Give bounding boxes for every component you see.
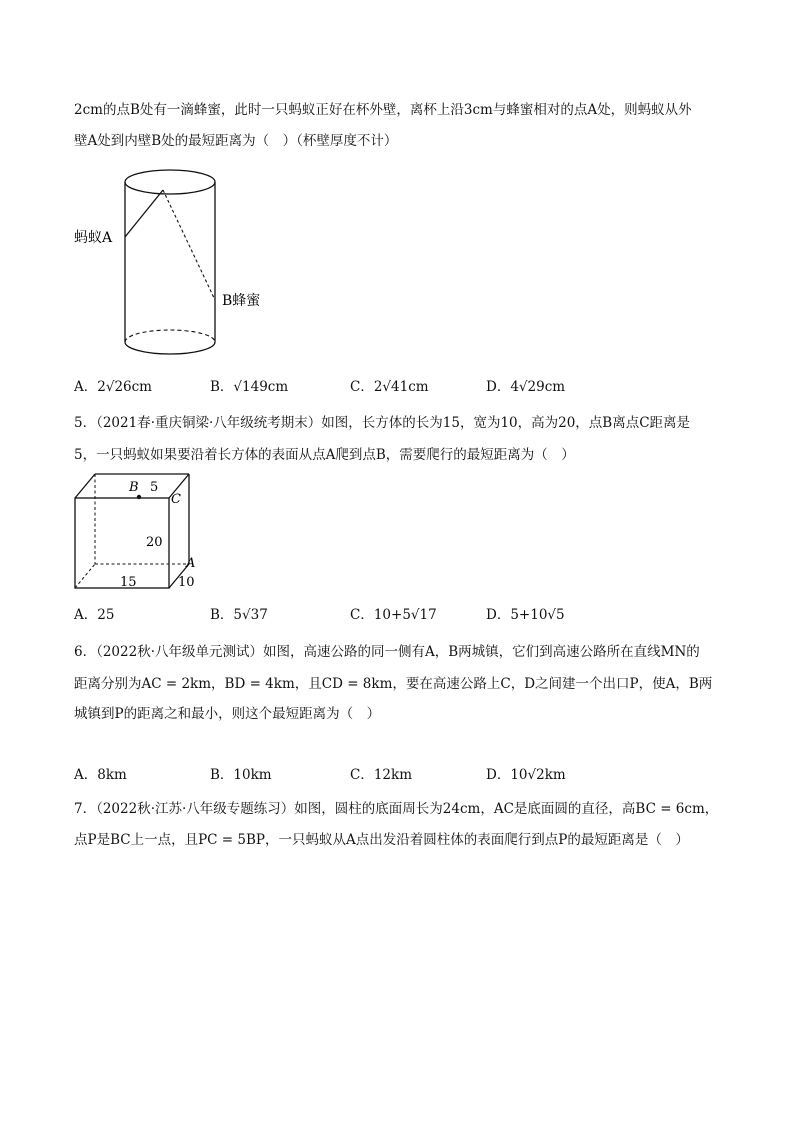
q6-text-line-1: 6．（2022秋·八年级单元测试）如图，高速公路的同一侧有A，B两城镇，它们到高速公路所在直线MN的 [74,644,700,660]
q6-text-line-3: 城镇到P的距离之和最小，则这个最短距离为（ ） [74,706,381,722]
q6-option-a[interactable]: A．8km [74,767,127,783]
cuboid-figure [70,468,210,594]
q4-text-line-1: 2cm的点B处有一滴蜂蜜，此时一只蚂蚁正好在杯外壁，离杯上沿3cm与蜂蜜相对的点A处，则蚂蚁从外 [74,102,692,118]
q6-text-line-2: 距离分别为AC = 2km，BD = 4km，且CD = 8km，要在高速公路上C，D之间建一个出口P，使A，B两 [74,676,713,692]
q4-option-b[interactable]: B．√149cm [210,379,289,395]
label-b: B [129,480,139,495]
q5-text-line-2: 5，一只蚂蚁如果要沿着长方体的表面从点A爬到点B，需要爬行的最短距离为（ ） [74,447,575,463]
q5-option-a[interactable]: A．25 [74,607,115,623]
label-5: 5 [150,480,159,495]
q5-text-line-1: 5．（2021春·重庆铜梁·八年级统考期末）如图，长方体的长为15，宽为10，高为20，点B离点C距离是 [74,415,691,431]
q6-option-b[interactable]: B．10km [210,767,272,783]
label-a: A [186,556,196,571]
q7-text-line-2: 点P是BC上一点，且PC = 5BP，一只蚂蚁从A点出发沿着圆柱体的表面爬行到点P的最短距离是（ ） [74,832,689,848]
label-ant-a: 蚂蚁A [74,230,113,246]
q4-option-c[interactable]: C．2√41cm [350,379,429,395]
q5-option-d[interactable]: D．5+10√5 [486,607,565,623]
label-10: 10 [178,575,195,590]
q4-option-a[interactable]: A．2√26cm [74,379,152,395]
q7-text-line-1: 7．（2022秋·江苏·八年级专题练习）如图，圆柱的底面周长为24cm，AC是底面圆的直径，高BC = 6cm， [74,801,719,817]
q5-option-c[interactable]: C．10+5√17 [350,607,437,623]
label-20: 20 [146,535,163,550]
q6-option-c[interactable]: C．12km [350,767,412,783]
cylinder-figure [70,160,290,370]
q4-text-line-2: 壁A处到内壁B处的最短距离为（ ）（杯壁厚度不计） [74,133,398,149]
label-bee-b: B蜂蜜 [222,293,261,309]
q5-option-b[interactable]: B．5√37 [210,607,268,623]
q6-option-d[interactable]: D．10√2km [486,767,566,783]
label-15: 15 [120,575,137,590]
label-c: C [171,492,181,507]
point-b-dot [137,495,141,499]
q4-option-d[interactable]: D．4√29cm [486,379,566,395]
